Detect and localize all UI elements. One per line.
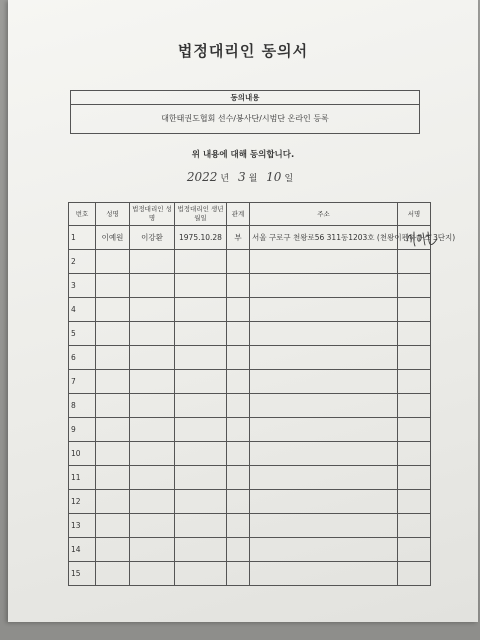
cell-guardian-birth: 1975.10.28 <box>175 226 227 250</box>
cell-guardian-name <box>130 346 175 370</box>
cell-guardian-name <box>130 490 175 514</box>
cell-signature <box>398 346 431 370</box>
table-row <box>69 346 431 370</box>
table-row <box>69 274 431 298</box>
cell-name <box>96 322 130 346</box>
header-name: 성명 <box>96 203 130 226</box>
cell-guardian-birth <box>175 370 227 394</box>
table-row <box>69 226 431 250</box>
date-month-unit: 월 <box>248 174 258 184</box>
cell-guardian-name <box>130 538 175 562</box>
cell-guardian-birth <box>175 490 227 514</box>
cell-guardian-name <box>130 394 175 418</box>
cell-guardian-birth <box>175 346 227 370</box>
cell-guardian-birth <box>175 322 227 346</box>
cell-address <box>250 298 398 322</box>
cell-relation <box>227 418 250 442</box>
header-no: 번호 <box>69 203 96 226</box>
table-row <box>69 370 431 394</box>
cell-relation <box>227 370 250 394</box>
date-year: 2022 <box>186 170 218 184</box>
cell-no: 5 <box>69 322 96 346</box>
cell-relation <box>227 442 250 466</box>
cell-relation <box>227 490 250 514</box>
header-address: 주소 <box>250 203 398 226</box>
cell-relation <box>227 298 250 322</box>
cell-name <box>96 394 130 418</box>
cell-guardian-name <box>130 298 175 322</box>
cell-name <box>96 346 130 370</box>
date-month: 3 <box>237 170 246 184</box>
cell-guardian-name <box>130 514 175 538</box>
guardian-table <box>68 202 456 586</box>
table-body <box>69 226 456 586</box>
cell-name <box>96 370 130 394</box>
cell-signature <box>398 538 431 562</box>
cell-address <box>250 514 398 538</box>
cell-guardian-birth <box>175 466 227 490</box>
table-header-row <box>69 203 431 226</box>
cell-name <box>96 250 130 274</box>
cell-guardian-name <box>130 442 175 466</box>
cell-guardian-name <box>130 466 175 490</box>
cell-guardian-birth <box>175 298 227 322</box>
consent-form-paper <box>8 0 478 622</box>
cell-guardian-birth <box>175 394 227 418</box>
cell-no: 15 <box>69 562 96 586</box>
cell-name <box>96 466 130 490</box>
cell-address <box>250 418 398 442</box>
cell-no: 13 <box>69 514 96 538</box>
cell-name <box>96 298 130 322</box>
table-row <box>69 298 431 322</box>
cell-name <box>96 442 130 466</box>
cell-signature <box>398 298 431 322</box>
cell-guardian-birth <box>175 562 227 586</box>
cell-relation <box>227 562 250 586</box>
table-row <box>69 466 431 490</box>
cell-guardian-name: 이강환 <box>130 226 175 250</box>
cell-address <box>250 370 398 394</box>
cell-address: 서울 구로구 천왕로56 311동1203호 (천왕이펜하우스 3단지) <box>250 226 398 250</box>
date-day-unit: 일 <box>284 174 294 184</box>
cell-signature <box>398 250 431 274</box>
cell-no: 9 <box>69 418 96 442</box>
cell-signature <box>398 370 431 394</box>
cell-guardian-birth <box>175 514 227 538</box>
cell-guardian-name <box>130 322 175 346</box>
cell-no: 14 <box>69 538 96 562</box>
cell-no: 12 <box>69 490 96 514</box>
table-row <box>69 418 431 442</box>
table-row <box>69 322 431 346</box>
cell-relation <box>227 346 250 370</box>
cell-guardian-birth <box>175 274 227 298</box>
consent-content-body: 대한태권도협회 선수/봉사단/시범단 온라인 등록 <box>161 114 329 123</box>
table-row <box>69 538 431 562</box>
cell-name <box>96 418 130 442</box>
table-row <box>69 394 431 418</box>
cell-guardian-name <box>130 370 175 394</box>
cell-address <box>250 274 398 298</box>
cell-no: 4 <box>69 298 96 322</box>
form-title: 법정대리인 동의서 <box>177 42 309 60</box>
cell-signature <box>398 418 431 442</box>
cell-guardian-name <box>130 250 175 274</box>
header-relation: 관계 <box>227 203 250 226</box>
cell-no: 11 <box>69 466 96 490</box>
header-guardian-birth: 법정대리인 생년월일 <box>175 203 227 226</box>
table-row <box>69 514 431 538</box>
cell-name <box>96 538 130 562</box>
cell-no: 10 <box>69 442 96 466</box>
cell-signature <box>398 226 431 250</box>
table-row <box>69 490 431 514</box>
header-guardian-name: 법정대리인 성명 <box>130 203 175 226</box>
cell-signature <box>398 394 431 418</box>
table-row <box>69 562 431 586</box>
cell-address <box>250 562 398 586</box>
cell-signature <box>398 466 431 490</box>
cell-address <box>250 250 398 274</box>
table-row <box>69 250 431 274</box>
cell-relation <box>227 514 250 538</box>
cell-signature <box>398 514 431 538</box>
cell-relation: 부 <box>227 226 250 250</box>
cell-address <box>250 322 398 346</box>
cell-guardian-birth <box>175 418 227 442</box>
cell-guardian-birth <box>175 538 227 562</box>
cell-name <box>96 514 130 538</box>
cell-relation <box>227 250 250 274</box>
cell-address <box>250 442 398 466</box>
cell-relation <box>227 538 250 562</box>
cell-address <box>250 490 398 514</box>
cell-guardian-birth <box>175 250 227 274</box>
cell-guardian-name <box>130 274 175 298</box>
consent-content-box <box>70 90 420 134</box>
cell-relation <box>227 394 250 418</box>
cell-guardian-birth <box>175 442 227 466</box>
consent-date <box>8 170 478 184</box>
cell-name <box>96 562 130 586</box>
date-year-unit: 년 <box>220 174 230 184</box>
cell-signature <box>398 490 431 514</box>
cell-relation <box>227 274 250 298</box>
cell-no: 6 <box>69 346 96 370</box>
cell-address <box>250 538 398 562</box>
cell-relation <box>227 466 250 490</box>
consent-content-heading: 동의내용 <box>71 91 419 105</box>
cell-no: 2 <box>69 250 96 274</box>
header-signature: 서명 <box>398 203 431 226</box>
cell-name: 이예원 <box>96 226 130 250</box>
cell-address <box>250 466 398 490</box>
cell-no: 3 <box>69 274 96 298</box>
handwritten-signature-icon <box>404 227 440 249</box>
cell-signature <box>398 274 431 298</box>
cell-no: 1 <box>69 226 96 250</box>
cell-guardian-name <box>130 562 175 586</box>
cell-address <box>250 346 398 370</box>
cell-signature <box>398 562 431 586</box>
cell-signature <box>398 442 431 466</box>
cell-name <box>96 490 130 514</box>
cell-no: 8 <box>69 394 96 418</box>
cell-no: 7 <box>69 370 96 394</box>
cell-guardian-name <box>130 418 175 442</box>
date-day: 10 <box>266 170 282 184</box>
agree-statement: 위 내용에 대해 동의합니다. <box>191 150 295 160</box>
cell-relation <box>227 322 250 346</box>
cell-name <box>96 274 130 298</box>
cell-signature <box>398 322 431 346</box>
cell-address <box>250 394 398 418</box>
table-row <box>69 442 431 466</box>
